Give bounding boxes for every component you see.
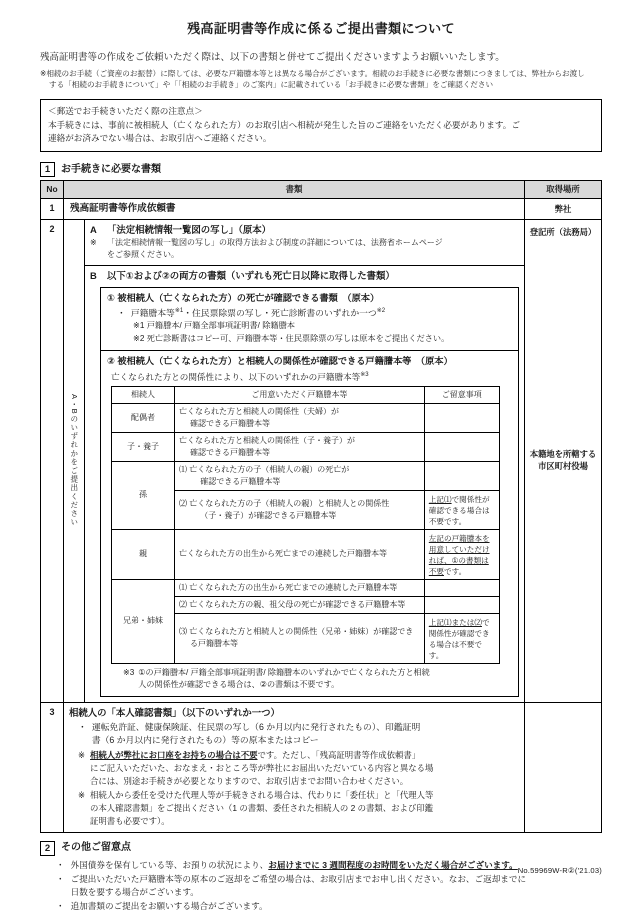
col-header-place: 取得場所	[525, 181, 602, 198]
row-3-note-2-line-1: 相続人から委任を受けた代理人等が手続きされる場合は、代わりに「委任状」と「代理人等	[90, 789, 434, 800]
item-1-bullet	[107, 307, 512, 320]
item-1-note-1: ※1 戸籍謄本/ 戸籍全部事項証明書/ 除籍謄本	[133, 320, 295, 330]
document-number: No.59969W-R②('21.03)	[517, 866, 602, 875]
rel-kin-2: 孫	[112, 461, 175, 529]
item-2-heading: ② 被相続人（亡くなられた方）と相続人の関係性が確認できる戸籍謄本等 （原本）	[107, 356, 453, 367]
rel-kin-4: 兄弟・姉妹	[112, 579, 175, 663]
col-header-document: 書類	[64, 181, 525, 198]
rel-remarks-0-0	[424, 403, 499, 432]
rel-row	[112, 403, 500, 432]
row-3-place	[525, 702, 602, 832]
item-1-sup-2: ※2	[376, 308, 386, 315]
section-1-header	[40, 162, 602, 177]
row-1-document: 残高証明書等作成依頼書	[70, 202, 176, 214]
row-1-place: 弊社	[525, 198, 602, 219]
page-title: 残高証明書等作成に係るご提出書類について	[187, 21, 455, 36]
rel-col-remarks: ご留意事項	[424, 387, 499, 404]
relationship-table	[111, 386, 500, 664]
s2-item-1-line1: ご提出いただいた戸籍謄本等の原本のご返却をご希望の場合は、お取引店までお申し出ください。なお、ご返却までに	[70, 873, 527, 884]
s2-item-1-line2: 日数を要する場合がございます。	[70, 887, 199, 898]
row-1-document-cell	[64, 198, 525, 219]
rel-row	[112, 461, 500, 490]
notice-heading: ＜郵送でお手続きいただく際の注意点＞	[48, 106, 203, 117]
required-documents-table	[40, 180, 602, 833]
rel-row	[112, 579, 500, 596]
section-1-number: 1	[40, 162, 55, 177]
item-1-note-2: ※2 死亡診断書はコピー可、戸籍謄本等・住民票除票の写しは原本をご提出ください。	[133, 333, 450, 343]
item-1-bullet-text: 戸籍謄本等$^{※1}$・住民票除票の写し・死亡診断書のいずれか一つ$^{※2}$	[130, 308, 386, 319]
row-3-bullet	[70, 721, 518, 748]
block-a-letter: A	[90, 223, 97, 235]
section-2-item	[56, 873, 602, 901]
section-1-title: お手続きに必要な書類	[61, 163, 161, 175]
rel-col-docs: ご用意いただく戸籍謄本等	[175, 387, 425, 404]
row-2-no: 2	[41, 219, 64, 702]
table-row-2	[41, 219, 602, 702]
row-3-bullet-line-2: 書（6 か月以内に発行されたもの）等の原本またはコピー	[91, 735, 319, 746]
rel-docs-4-1: ⑵ 亡くなられた方の親、祖父母の死亡が確認できる戸籍謄本等	[175, 596, 425, 613]
item-2-sup: ※3	[360, 371, 369, 378]
row-3-note-2	[70, 789, 518, 828]
block-b-inner-box	[100, 287, 519, 697]
rel-docs-0-0: 亡くなられた方と相続人の関係性（夫婦）が 確認できる戸籍謄本等	[175, 403, 425, 432]
row-3-bullet-line-1: 運転免許証、健康保険証、住民票の写し（6 か月以内に発行されたもの）、印鑑証明	[91, 721, 421, 732]
note-3-line-2: 人の関係性が確認できる場合は、②の書類は不要です。	[138, 679, 340, 689]
rel-col-kin: 相続人	[112, 387, 175, 404]
rel-remarks-2-1: 上記⑴で関係性が確認できる場合は不要です。	[424, 490, 499, 529]
rel-remarks-4-0	[424, 579, 499, 596]
rel-docs-4-2: ⑶ 亡くなられた方と相続人との関係性（兄弟・姉妹）が確認できる戸籍謄本等	[175, 613, 425, 663]
item-1-heading: ① 被相続人（亡くなられた方）の死亡が確認できる書類 （原本）	[107, 292, 380, 303]
block-a-note-line-1: 「法定相続情報一覧図の写し」の取得方法および制度の詳細については、法務省ホームページ	[107, 238, 443, 248]
row-3-note-2-line-2: の本人確認書類」をご提出ください（1 の書類、委任された相続人の 2 の書類、および印鑑	[90, 802, 433, 813]
row-3-note-1-line-3: 合には、別途お手続きが必要となりますので、お取引店までお問い合わせください。	[90, 775, 409, 786]
note-3-mark: ※3	[123, 667, 135, 677]
rel-remarks-1-0	[424, 432, 499, 461]
row-3-note-1	[70, 749, 518, 788]
row-2-vertical-label: A・Bのいずれかをご提出ください	[69, 394, 79, 527]
rel-docs-1-0: 亡くなられた方と相続人の関係性（子・養子）が 確認できる戸籍謄本等	[175, 432, 425, 461]
block-b-letter: B	[90, 270, 97, 282]
rel-remarks-4-1	[424, 596, 499, 613]
col-header-no: No	[41, 181, 64, 198]
s2-item-dot: ・	[56, 901, 65, 912]
table-row-3	[41, 702, 602, 832]
rel-remarks-4-2: 上記⑴または⑵で関係性が確認できる場合は不要です。	[424, 613, 499, 663]
s2-item-dot: ・	[56, 873, 65, 884]
row-2-vertical-label-strip	[64, 220, 85, 702]
section-2-title: その他ご留意点	[61, 842, 131, 854]
relationship-header-row	[112, 387, 500, 404]
rel-row	[112, 432, 500, 461]
note-3-line-1: ①の戸籍謄本/ 戸籍全部事項証明書/ 除籍謄本のいずれかで亡くなられた方と相続	[138, 667, 430, 677]
row-2-place	[525, 219, 602, 702]
rel-docs-4-0: ⑴ 亡くなられた方の出生から死亡までの連続した戸籍謄本等	[175, 579, 425, 596]
section-2-item	[56, 900, 602, 914]
row-1-no: 1	[41, 198, 64, 219]
s2-item-0-bold: お届けまでに 3 週間程度のお時間をいただく場合がございます。	[268, 859, 518, 870]
item-1-sup-1: ※1	[174, 308, 184, 315]
rel-docs-3-0: 亡くなられた方の出生から死亡までの連続した戸籍謄本等	[175, 529, 425, 579]
rel-remarks-3-0: 左記の戸籍謄本を用意していただければ、①の書類は不要です。	[424, 529, 499, 579]
block-a-note	[107, 237, 443, 261]
row-3-note-2-mark: ※	[78, 789, 86, 800]
row-3-note-1-mark: ※	[78, 749, 86, 760]
section-2-header	[40, 841, 602, 856]
rel-kin-0: 配偶者	[112, 403, 175, 432]
row-3-note-1-rest: です。ただし、「残高証明書等作成依頼書」	[257, 749, 421, 760]
rel-kin-3: 親	[112, 529, 175, 579]
notice-line-1: 本手続きには、事前に被相続人（亡くなられた方）のお取引店へ相続が発生した旨のご連絡をいただく必要があります。ご	[48, 119, 520, 130]
block-a-note-mark: ※	[90, 238, 97, 248]
row-3-note-1-line-2: にご記入いただいた、おなまえ・おところ等が弊社にお届出いただいている内容と異なる場	[90, 762, 434, 773]
mailing-notice-box	[40, 99, 602, 152]
row-3-note-2-line-3: 証明書も必要です）。	[90, 815, 170, 826]
lead-note-line-1: ※相続のお手続（ご資産のお振替）に際しては、必要な戸籍謄本等とは異なる場合がございます。相続のお手続きに必要な書類につきましては、弊社からお渡し	[40, 68, 585, 78]
block-a-title: 「法定相続情報一覧図の写し」（原本）	[107, 223, 272, 235]
notice-line-2: 連絡がお済みでない場合は、お取引店へご連絡ください。	[48, 133, 272, 144]
s2-item-2-line1: 追加書類のご提出をお願いする場合がございます。	[70, 901, 268, 912]
table-header-row	[41, 181, 602, 198]
block-b	[85, 266, 524, 702]
item-2-note-3	[107, 667, 512, 691]
section-2-number: 2	[40, 841, 55, 856]
item-divider	[101, 350, 518, 351]
row-3-note-1-bold: 相続人が弊社にお口座をお持ちの場合は不要	[90, 749, 258, 760]
row-2-place-b: 本籍地を所轄する市区町村役場	[529, 448, 597, 471]
s2-item-dot: ・	[56, 859, 65, 870]
row-3-document-cell	[64, 702, 525, 832]
rel-remarks-2-0	[424, 461, 499, 490]
block-a	[85, 220, 524, 267]
rel-kin-1: 子・養子	[112, 432, 175, 461]
row-3-heading: 相続人の「本人確認書類」（以下のいずれか一つ）	[69, 706, 280, 718]
rel-row	[112, 529, 500, 579]
table-row-1	[41, 198, 602, 219]
row-2-document-cell	[64, 219, 525, 702]
block-b-title: 以下①および②の両方の書類（いずれも死亡日以降に取得した書類）	[107, 270, 395, 282]
block-a-note-line-2: をご参照ください。	[107, 250, 179, 260]
lead-note-line-2: する「相続のお手続きについて」や「「相続のお手続き」のご案内」に記載されている「お手続きに必要な書類」をご確認ください	[49, 80, 494, 89]
row-3-no: 3	[41, 702, 64, 832]
s2-item-0-pre: 外国債券を保有している等、お預りの状況により、	[70, 859, 269, 870]
item-2-lead: 亡くなられた方との関係性により、以下のいずれかの戸籍謄本等$^{※3}$	[111, 371, 369, 382]
item-1-bullet-dot: ・	[117, 308, 126, 319]
row-2-place-a: 登記所（法務局）	[529, 226, 597, 237]
lead-paragraph: 残高証明書等の作成をご依頼いただく際は、以下の書類と併せてご提出くださいますようお願いいたします。	[40, 51, 505, 63]
row-3-bullet-dot: ・	[78, 721, 87, 732]
rel-docs-2-0: ⑴ 亡くなられた方の子（相続人の親）の死亡が 確認できる戸籍謄本等	[175, 461, 425, 490]
section-2	[40, 841, 602, 914]
rel-docs-2-1: ⑵ 亡くなられた方の子（相続人の親）と相続人との関係性 （子・養子）が確認できる戸籍謄本等	[175, 490, 425, 529]
